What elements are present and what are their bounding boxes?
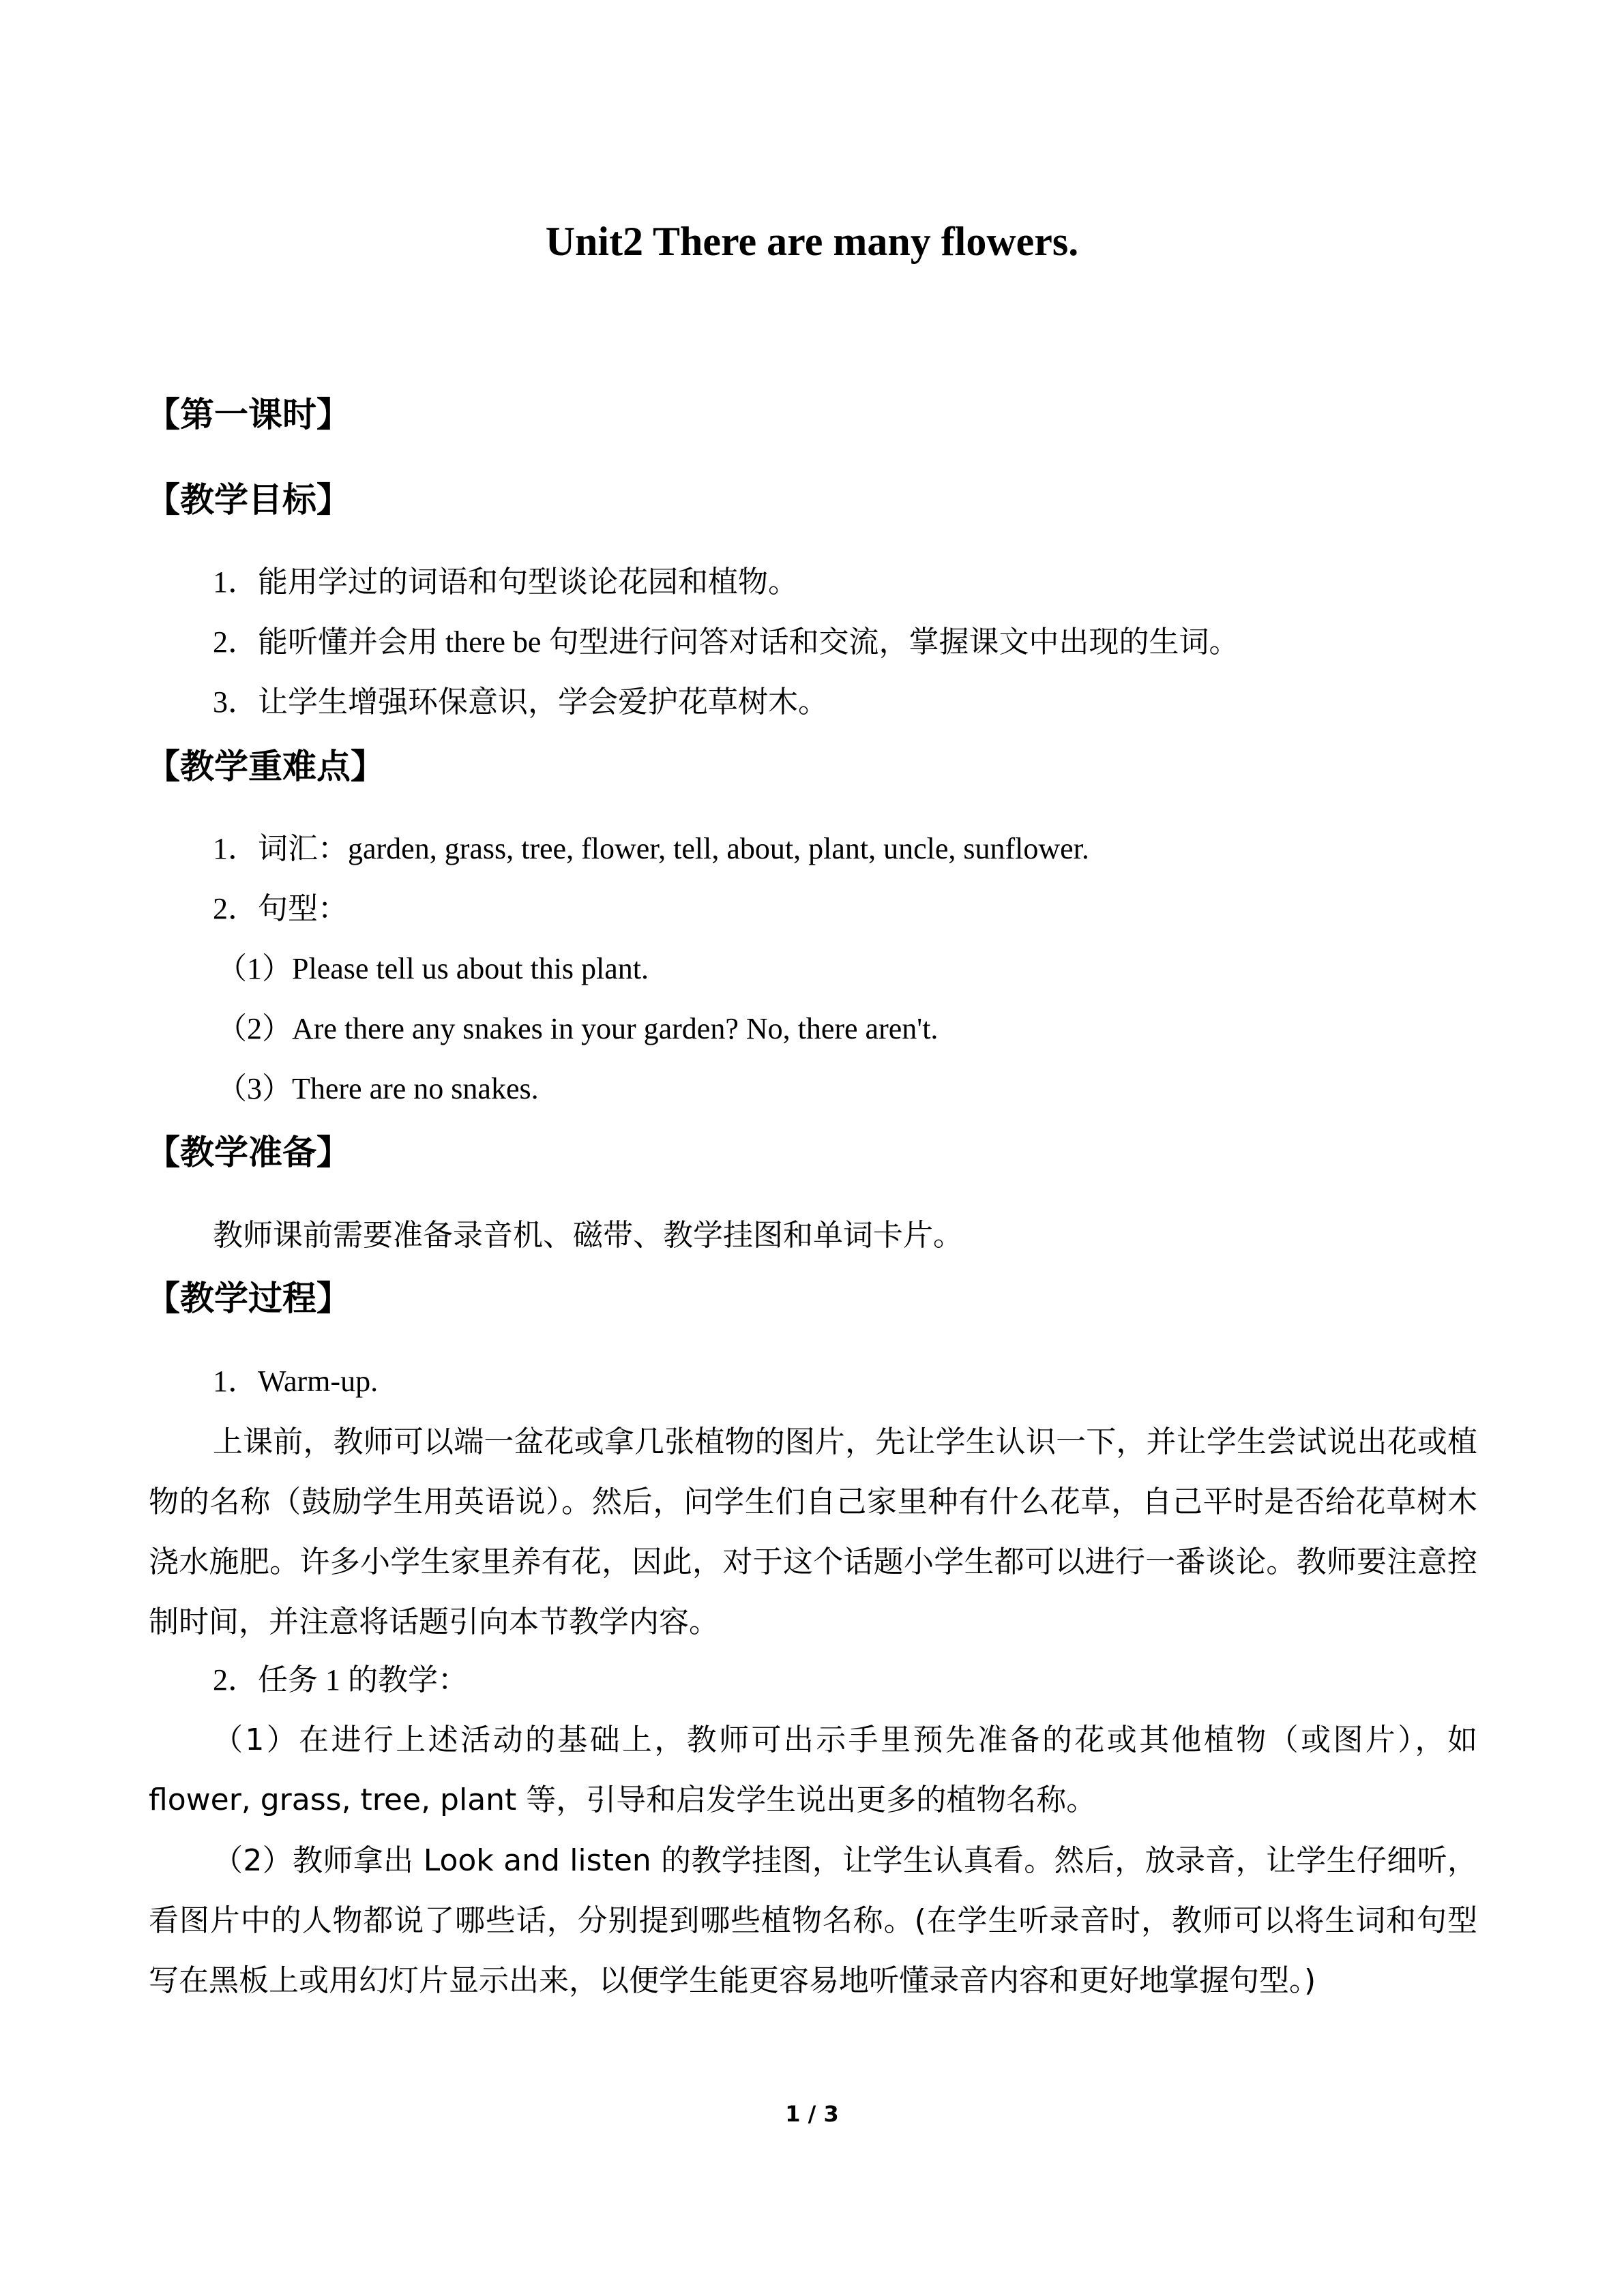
sentence-item: （3）There are no snakes. bbox=[217, 1072, 539, 1105]
key-point-item: 1．词汇：garden, grass, tree, flower, tell, about, plant, uncle, sunflower. bbox=[213, 832, 1089, 865]
page-number: 1 / 3 bbox=[785, 2101, 839, 2127]
process-paragraph: （2）教师拿出 Look and listen 的教学挂图，让学生认真看。然后，放录音，让学生仔细听，看图片中的人物都说了哪些话，分别提到哪些植物名称。(在学生听录音时，教师可以将生词和句型写在黑板上或用幻灯片显示出来，以便学生能更容易地听懂录音内容和更好地掌握句型。) bbox=[149, 1843, 1477, 1998]
sentence-item: （1）Please tell us about this plant. bbox=[217, 952, 649, 985]
objective-item: 1．能用学过的词语和句型谈论花园和植物。 bbox=[213, 565, 798, 599]
preparation-text: 教师课前需要准备录音机、磁带、教学挂图和单词卡片。 bbox=[213, 1219, 963, 1252]
process-heading: 【教学过程】 bbox=[146, 1279, 351, 1318]
objectives-heading: 【教学目标】 bbox=[146, 480, 351, 520]
process-step-task1: 2．任务 1 的教学： bbox=[213, 1663, 468, 1697]
process-paragraph: 上课前，教师可以端一盆花或拿几张植物的图片，先让学生认识一下，并让学生尝试说出花或植物的名称（鼓励学生用英语说）。然后，问学生们自己家里种有什么花草，自己平时是否给花草树木浇水施肥。许多小学生家里养有花，因此，对于这个话题小学生都可以进行一番谈论。教师要注意控制时间，并注意将话题引向本节教学内容。 bbox=[149, 1425, 1477, 1639]
objective-item: 2．能听懂并会用 there be 句型进行问答对话和交流，掌握课文中出现的生词。 bbox=[213, 625, 1239, 659]
preparation-heading: 【教学准备】 bbox=[146, 1133, 351, 1172]
key-points-heading: 【教学重难点】 bbox=[146, 747, 385, 786]
process-step-warmup: 1．Warm-up. bbox=[213, 1365, 379, 1398]
key-point-item: 2．句型： bbox=[213, 892, 348, 925]
lesson-heading: 【第一课时】 bbox=[146, 395, 351, 434]
objective-item: 3．让学生增强环保意识，学会爱护花草树木。 bbox=[213, 685, 828, 719]
process-paragraph: （1）在进行上述活动的基础上，教师可出示手里预先准备的花或其他植物（或图片），如 flower, grass, tree, plant 等，引导和启发学生说出更多的植物名称。 bbox=[149, 1723, 1477, 1817]
document-title: Unit2 There are many flowers. bbox=[545, 219, 1079, 264]
sentence-item: （2）Are there any snakes in your garden? No, there aren't. bbox=[217, 1012, 939, 1045]
